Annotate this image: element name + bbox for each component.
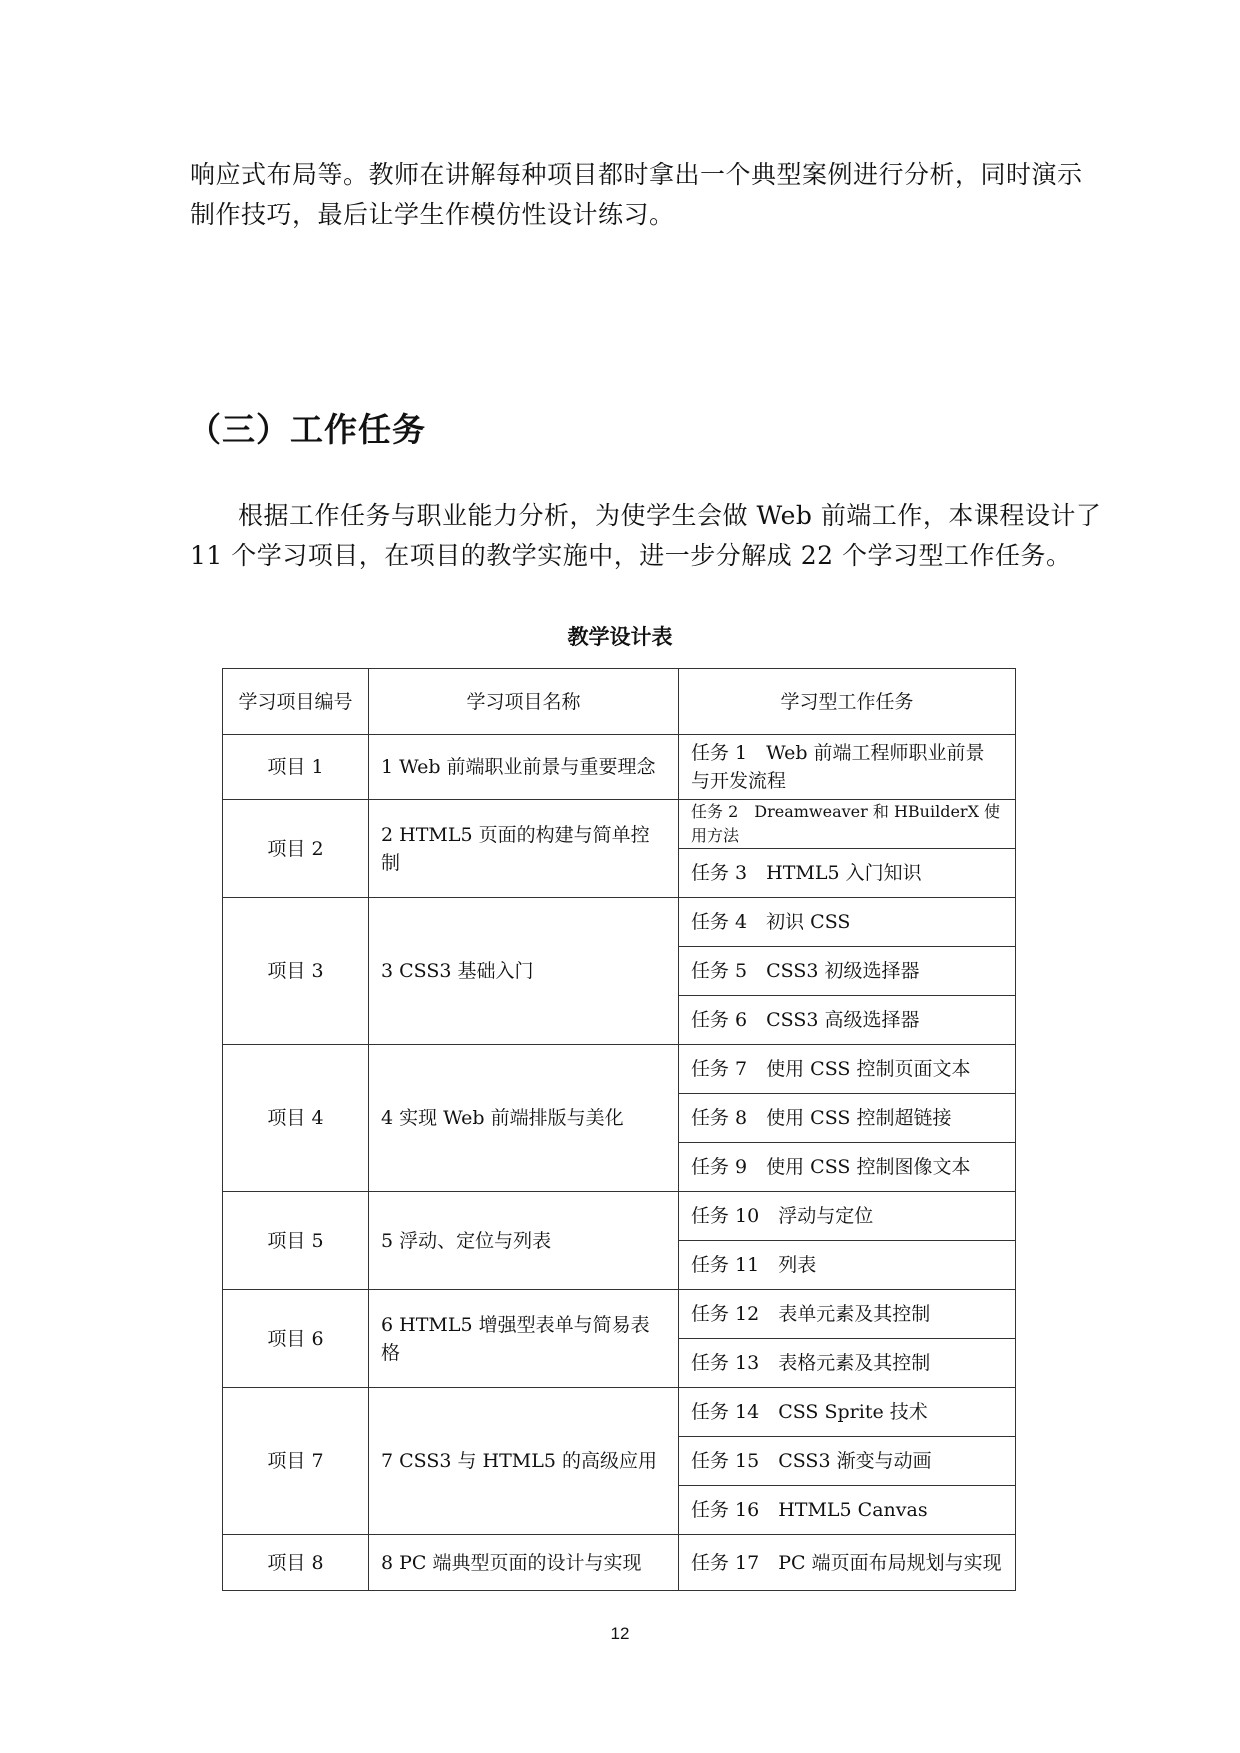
project-number-cell: 项目 4 (223, 1045, 369, 1192)
paragraph-line: 制作技巧，最后让学生作模仿性设计练习。 (190, 200, 675, 229)
project-name-cell: 7 CSS3 与 HTML5 的高级应用 (369, 1388, 679, 1535)
task-cell: 任务 15 CSS3 渐变与动画 (679, 1437, 1016, 1486)
project-name-cell: 3 CSS3 基础入门 (369, 898, 679, 1045)
task-cell: 任务 10 浮动与定位 (679, 1192, 1016, 1241)
task-cell: 任务 13 表格元素及其控制 (679, 1339, 1016, 1388)
project-number-cell: 项目 5 (223, 1192, 369, 1290)
project-name-cell: 5 浮动、定位与列表 (369, 1192, 679, 1290)
table-row (223, 1192, 1016, 1241)
table-row (223, 1290, 1016, 1339)
paragraph-line: 响应式布局等。教师在讲解每种项目都时拿出一个典型案例进行分析，同时演示 (190, 160, 1083, 189)
project-number-cell: 项目 6 (223, 1290, 369, 1388)
project-name-cell: 2 HTML5 页面的构建与简单控制 (369, 800, 679, 898)
intro-paragraph (190, 496, 1102, 576)
task-cell: 任务 16 HTML5 Canvas (679, 1486, 1016, 1535)
task-cell: 任务 3 HTML5 入门知识 (679, 849, 1016, 898)
table-header-row (223, 669, 1016, 735)
teaching-design-table (222, 668, 1016, 1591)
table-row (223, 1535, 1016, 1591)
project-number-cell: 项目 1 (223, 735, 369, 800)
project-number-cell: 项目 2 (223, 800, 369, 898)
header-cell-tasks: 学习型工作任务 (679, 669, 1016, 735)
task-cell: 任务 5 CSS3 初级选择器 (679, 947, 1016, 996)
task-cell: 任务 12 表单元素及其控制 (679, 1290, 1016, 1339)
project-name-cell: 4 实现 Web 前端排版与美化 (369, 1045, 679, 1192)
paragraph-line: 11 个学习项目，在项目的教学实施中，进一步分解成 22 个学习型工作任务。 (190, 541, 1072, 570)
task-cell: 任务 4 初识 CSS (679, 898, 1016, 947)
table-row (223, 1388, 1016, 1437)
header-cell-project-name: 学习项目名称 (369, 669, 679, 735)
task-cell: 任务 7 使用 CSS 控制页面文本 (679, 1045, 1016, 1094)
project-number-cell: 项目 3 (223, 898, 369, 1045)
project-number-cell: 项目 8 (223, 1535, 369, 1591)
section-heading: （三）工作任务 (188, 410, 426, 449)
table-row (223, 800, 1016, 849)
project-name-cell: 6 HTML5 增强型表单与简易表格 (369, 1290, 679, 1388)
task-cell: 任务 17 PC 端页面布局规划与实现 (679, 1535, 1016, 1591)
header-cell-project-number: 学习项目编号 (223, 669, 369, 735)
table-row (223, 898, 1016, 947)
table-caption: 教学设计表 (567, 625, 673, 649)
task-cell: 任务 8 使用 CSS 控制超链接 (679, 1094, 1016, 1143)
continuation-paragraph (190, 155, 1083, 235)
project-number-cell: 项目 7 (223, 1388, 369, 1535)
task-cell: 任务 2 Dreamweaver 和 HBuilderX 使用方法 (679, 800, 1016, 849)
project-name-cell: 8 PC 端典型页面的设计与实现 (369, 1535, 679, 1591)
task-cell: 任务 11 列表 (679, 1241, 1016, 1290)
project-name-cell: 1 Web 前端职业前景与重要理念 (369, 735, 679, 800)
task-cell: 任务 9 使用 CSS 控制图像文本 (679, 1143, 1016, 1192)
table-row (223, 735, 1016, 800)
task-cell: 任务 14 CSS Sprite 技术 (679, 1388, 1016, 1437)
table-row (223, 1045, 1016, 1094)
task-cell: 任务 6 CSS3 高级选择器 (679, 996, 1016, 1045)
paragraph-line: 根据工作任务与职业能力分析，为使学生会做 Web 前端工作，本课程设计了 (238, 501, 1102, 530)
task-cell: 任务 1 Web 前端工程师职业前景与开发流程 (679, 735, 1016, 800)
page-number: 12 (610, 1624, 630, 1643)
